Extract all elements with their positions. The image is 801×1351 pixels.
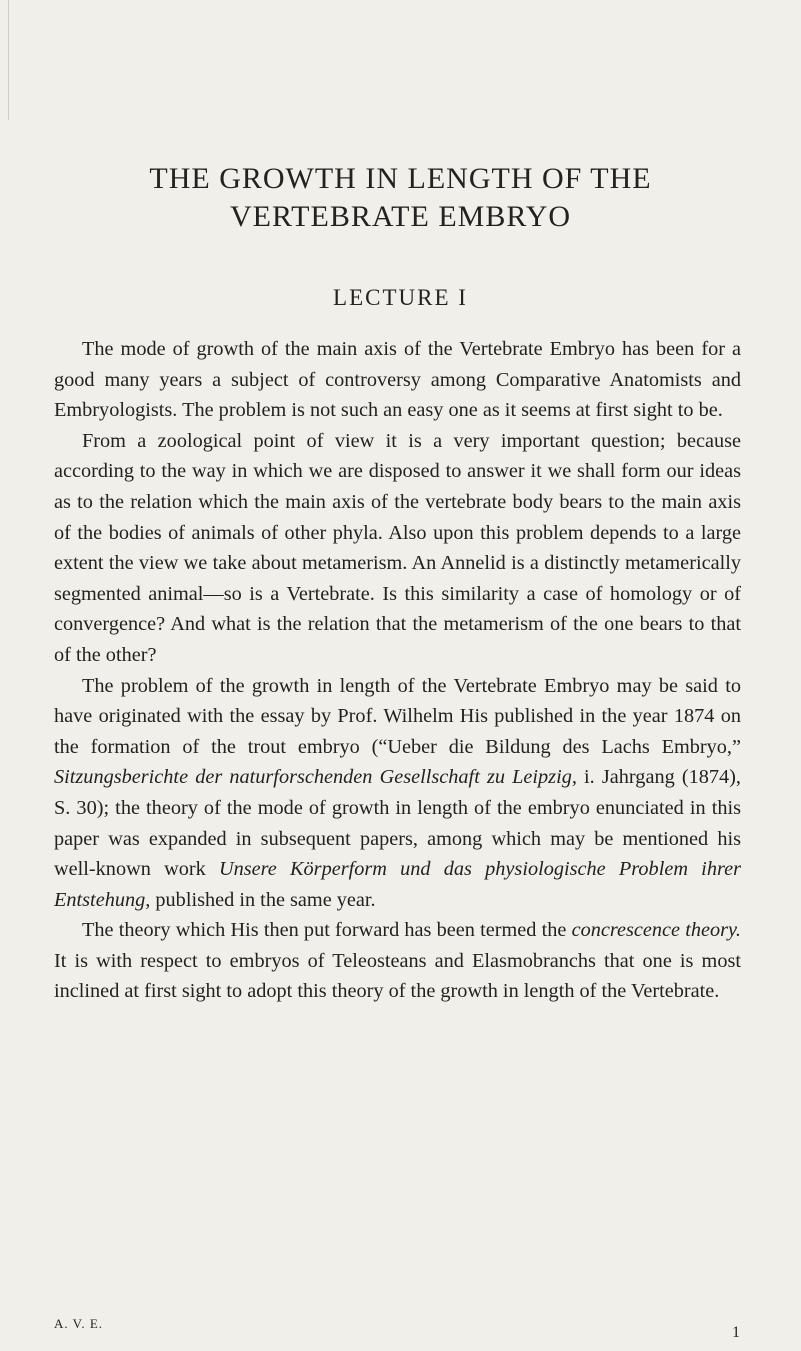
chapter-title-line-1: THE GROWTH IN LENGTH OF THE xyxy=(149,162,652,195)
lecture-heading: LECTURE I xyxy=(333,285,468,310)
text-run: From a zoological point of view it is a very important question; because according to the way in which we are disposed to answer it we shall form our ideas as to the relation which the main axis of the vertebrate body bears to the main axis of the bodies of animals of other phyla. Also upon this problem depends to a large extent the view we take about metamerism. An Annelid is a distinctly metamerically segmented animal—so is a Vertebrate. Is this similarity a case of homology or of convergence? And what is the relation that the metamerism of the one bears to that of the other? xyxy=(54,429,741,666)
signature-mark: A. V. E. xyxy=(54,1316,104,1331)
chapter-title-line-2: VERTEBRATE EMBRYO xyxy=(229,200,572,233)
text-run: The theory which His then put forward has been termed the xyxy=(82,919,572,942)
text-run: published in the same year. xyxy=(150,888,376,911)
page-edge-line xyxy=(8,0,9,120)
body-text xyxy=(54,334,741,1007)
text-run: The mode of growth of the main axis of the Vertebrate Embryo has been for a good many years a subject of controversy among Comparative Anatomists and Embryologists. The problem is not such an easy one as it seems at first sight to be. xyxy=(54,338,741,422)
paragraph xyxy=(54,334,741,426)
text-run: The problem of the growth in length of the Vertebrate Embryo may be said to have originated with the essay by Prof. Wilhelm His published in the year 1874 on the formation of the trout embryo (“Ueber die Bildung des Lachs Embryo,” xyxy=(54,674,741,758)
paragraph xyxy=(54,671,741,916)
text-run: i. Jahrgang (1874), S. 30); the theory of the mode of growth in length of the embryo enunciated in this paper was expanded in subsequent papers, among which may be mentioned his well-known work xyxy=(54,766,742,881)
page-number: 1 xyxy=(732,1324,741,1341)
paragraph xyxy=(54,426,741,671)
paragraph xyxy=(54,915,741,1007)
italic-run: Unsere Körperform und das physiologische Problem ihrer Entstehung, xyxy=(54,858,741,911)
italic-run: Sitzungsberichte der naturforschenden Gesellschaft zu Leipzig, xyxy=(54,766,577,789)
chapter-title xyxy=(0,160,801,236)
text-run: It is with respect to embryos of Teleosteans and Elasmobranchs that one is most inclined at first sight to adopt this theory of the growth in length of the Vertebrate. xyxy=(54,949,741,1003)
italic-run: concrescence theory. xyxy=(571,919,741,942)
